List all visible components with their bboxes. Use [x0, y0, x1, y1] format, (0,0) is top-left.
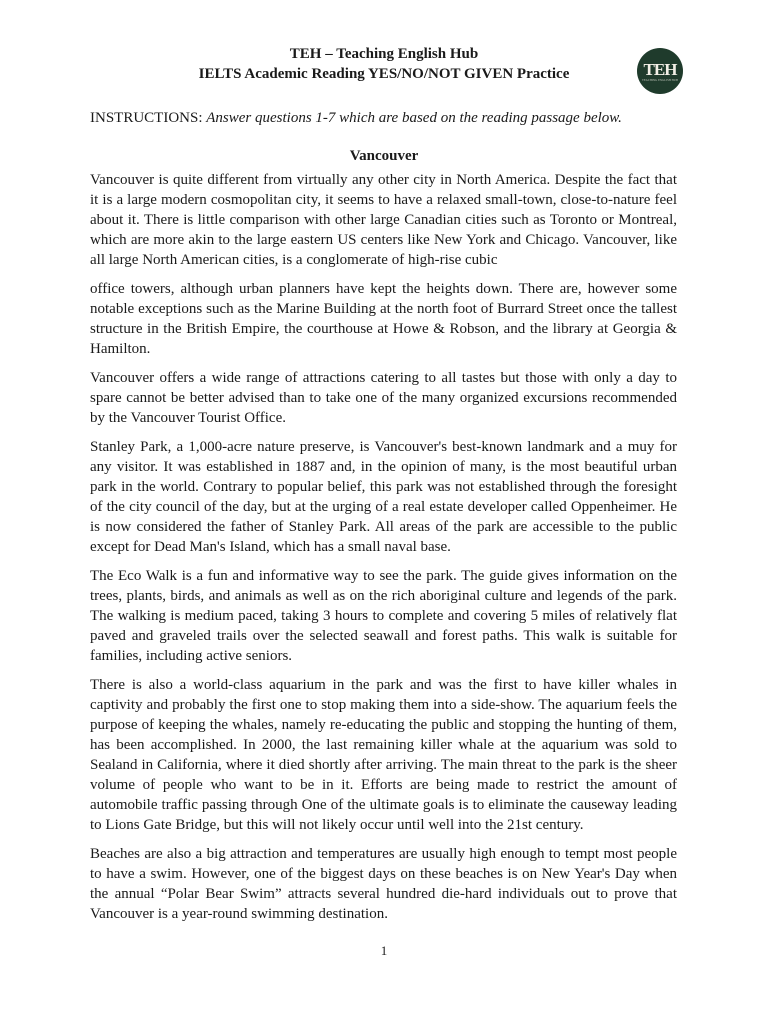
paragraph: There is also a world-class aquarium in the park and was the first to have killer whales in captivity and probably the first one to stop making them into a side-show. The aquarium feels the purpose of keeping the whales, namely re-educating the public and stopping the hunting of them, has been accomplished. In 2000, the last remaining killer whale at the aquarium was sold to Sealand in California, where it died shortly after arriving. The main threat to the park is the sheer volume of people who want to be in it. Efforts are being made to restrict the amount of automobile traffic passing through One of the ultimate goals is to eliminate the causeway leading to Lions Gate Bridge, but this will not likely occur until well into the 21st century. [90, 677, 677, 833]
paragraph: Vancouver offers a wide range of attractions catering to all tastes but those with only a day to spare cannot be better advised than to take one of the many organized excursions recommended by the Vancouver Tourist Office. [90, 370, 677, 426]
instructions [90, 108, 690, 128]
header-title: TEH – Teaching English Hub [289, 46, 479, 62]
passage-body [90, 170, 677, 933]
passage-title: Vancouver [349, 148, 419, 164]
paragraph: office towers, although urban planners have kept the heights down. There are, however some notable exceptions such as the Marine Building at the north foot of Burrard Street once the tallest structure in the British Empire, the courthouse at Howe & Robson, and the library at Georgia & Hamilton. [90, 281, 677, 357]
paragraph: Beaches are also a big attraction and temperatures are usually high enough to tempt most people to have a swim. However, one of the biggest days on these beaches is on New Year's Day when the annual “Polar Bear Swim” attracts several hundred die-hard individuals out to prove that Vancouver is a year-round swimming destination. [90, 846, 677, 922]
paragraph: The Eco Walk is a fun and informative way to see the park. The guide gives information on the trees, plants, birds, and animals as well as on the rich aboriginal culture and legends of the park. The walking is medium paced, taking 3 hours to complete and covering 5 miles of relatively flat paved and graveled trails over the selected seawall and forest paths. This walk is suitable for families, including active seniors. [90, 568, 677, 664]
instructions-text: Answer questions 1-7 which are based on the reading passage below. [206, 110, 622, 126]
paragraph: Vancouver is quite different from virtually any other city in North America. Despite the fact that it is a large modern cosmopolitan city, it seems to have a relaxed small-town, close-to-nature feel about it. There is little comparison with other large Canadian cities such as Toronto or Montreal, which are more akin to the large eastern US centers like New York and Chicago. Vancouver, like all large North American cities, is a conglomerate of high-rise cubic [90, 172, 677, 268]
paragraph: Stanley Park, a 1,000-acre nature preserve, is Vancouver's best-known landmark and a muy for any visitor. It was established in 1887 and, in the opinion of many, is the most beautiful urban park in the world. Contrary to popular belief, this park was not established through the foresight of the city council of the day, but at the urging of a real estate developer called Oppenheimer. He is now considered the father of Stanley Park. All areas of the park are accessible to the public except for Dead Man's Island, which has a small naval base. [90, 439, 677, 555]
header-subtitle: IELTS Academic Reading YES/NO/NOT GIVEN Practice [198, 66, 570, 82]
logo-subtext: TEACHING ENGLISH HUB [642, 77, 678, 82]
logo-text: TEH [643, 59, 677, 79]
teh-logo-icon [637, 48, 683, 94]
page-number: 1 [380, 943, 388, 958]
instructions-label: INSTRUCTIONS: [90, 110, 207, 126]
